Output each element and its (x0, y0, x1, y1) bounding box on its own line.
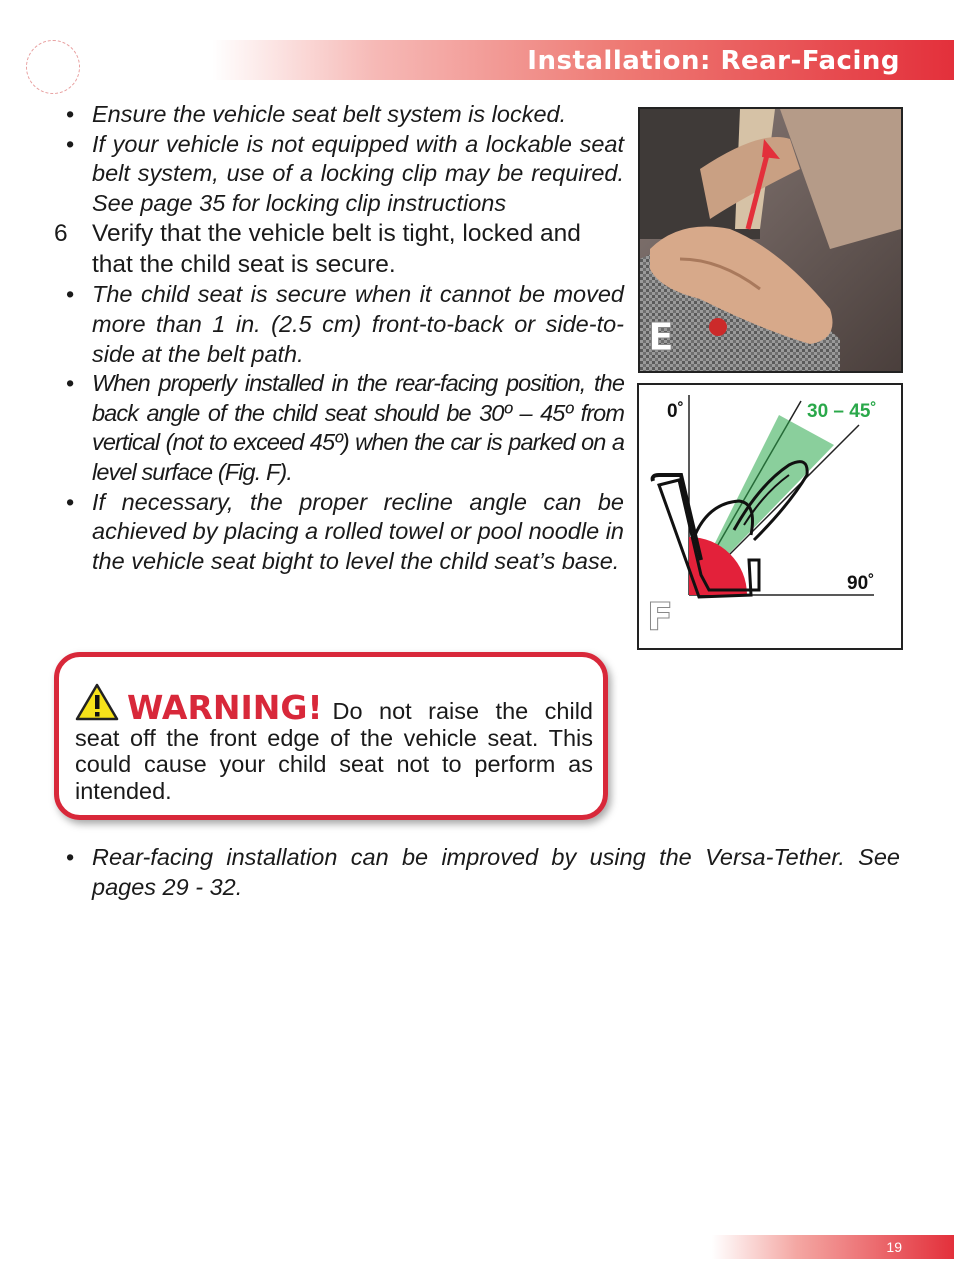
registration-mark (26, 40, 80, 94)
photo-illustration (640, 109, 901, 371)
list-item (52, 130, 624, 219)
step-text: Verify that the vehicle belt is tight, locked and that the child seat is secure. (92, 220, 581, 279)
bullet-dot: • (66, 101, 75, 127)
bullet-text: Rear-facing installation can be improved by using the Versa-Tether. See pages 29 - 32. (92, 844, 900, 900)
figure-e-photo (638, 107, 903, 373)
figure-f-diagram (637, 383, 903, 650)
instruction-text (52, 100, 624, 576)
list-item (52, 369, 624, 487)
bullet-text: Ensure the vehicle seat belt system is locked. (92, 101, 567, 127)
page-title: Installation: Rear-Facing (527, 46, 900, 76)
figure-f-label: F (647, 595, 673, 639)
list-item (52, 280, 624, 369)
bullet-text: When properly installed in the rear-facing position, the back angle of the child seat should be 30º – 45º from vertical (not to exceed 45º) when the car is parked on a level surface (Fig. F). (92, 370, 624, 485)
bullet-dot: • (66, 370, 74, 397)
angle-range-label: 30 – 45˚ (807, 401, 877, 422)
page-number: 19 (886, 1239, 902, 1255)
bullet-text: If your vehicle is not equipped with a lockable seat belt system, use of a locking clip may be required. See page 35 for locking clip instructions (92, 130, 624, 216)
bottom-note (52, 843, 900, 902)
header-bar (212, 40, 954, 80)
list-item (52, 488, 624, 577)
bullet-dot: • (66, 130, 75, 157)
warning-text-block (75, 683, 593, 804)
bullet-text: The child seat is secure when it cannot be moved more than 1 in. (2.5 cm) front-to-back or side-to-side at the belt path. (92, 281, 624, 367)
footer-bar (712, 1235, 954, 1259)
warning-triangle-icon (75, 683, 119, 721)
bullet-dot: • (66, 844, 75, 870)
step-item (52, 218, 624, 280)
figure-e-label: E (648, 315, 674, 359)
list-item (52, 843, 900, 902)
angle-ninety-label: 90˚ (847, 573, 875, 594)
warning-label: WARNING! (127, 688, 323, 727)
list-item (52, 100, 624, 130)
warning-box (54, 652, 608, 820)
bullet-dot: • (66, 488, 75, 515)
angle-diagram (639, 385, 901, 648)
angle-zero-label: 0˚ (667, 401, 684, 422)
bullet-text: If necessary, the proper recline angle can be achieved by placing a rolled towel or pool noodle in the vehicle seat bight to level the child seat’s base. (92, 488, 624, 574)
bullet-dot: • (66, 281, 75, 308)
warning-body: Do not raise the child seat off the front edge of the vehicle seat. This could cause your child seat not to perform as intended. (75, 698, 593, 804)
step-number: 6 (54, 220, 68, 248)
